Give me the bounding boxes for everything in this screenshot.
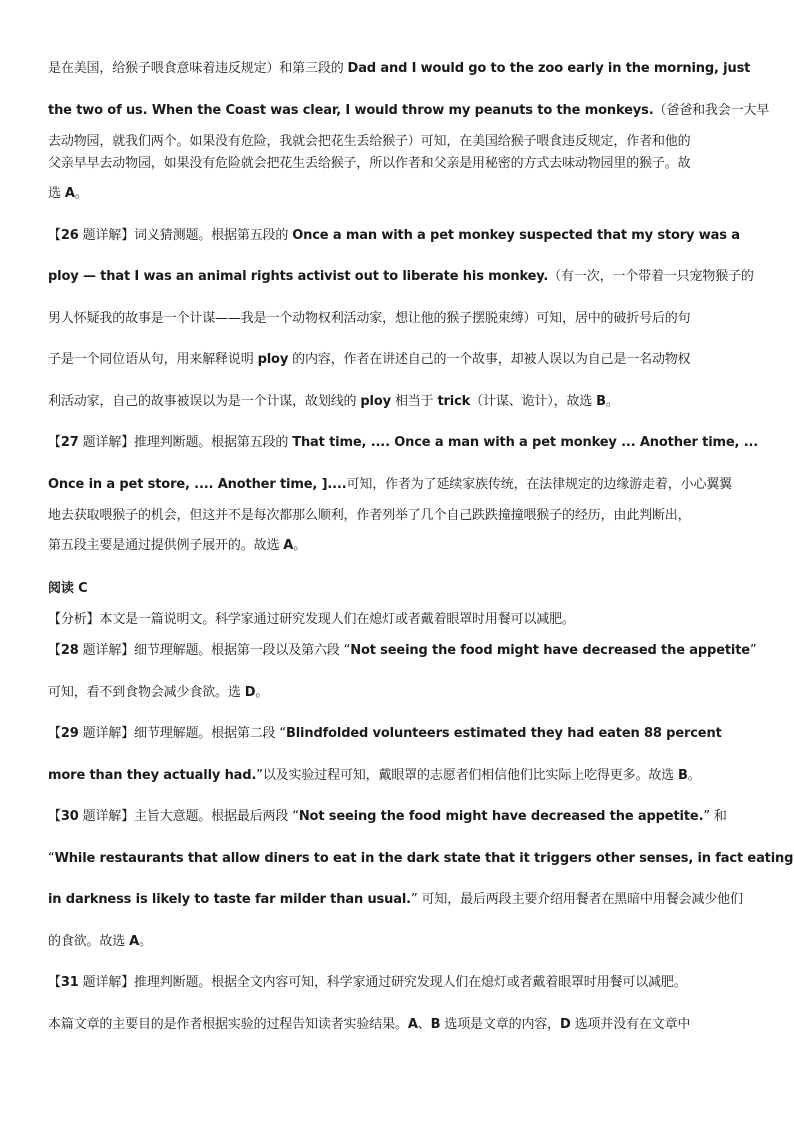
question-28-heading: 【28 题详解】细节理解题。根据第一段以及第六段 “Not seeing the food might have decreased the appetite”: [48, 643, 757, 658]
text-line: 可知，看不到食物会减少食欲。选 D。: [48, 685, 269, 700]
text-line: 的食欲。故选 A。: [48, 934, 152, 949]
text-line: ploy — that I was an animal rights activist out to liberate his monkey.（有一次，一个带着一只宠物猴子的: [48, 269, 754, 284]
text-line: 男人怀疑我的故事是一个计谋——我是一个动物权利活动家，想让他的猴子摆脱束缚）可知，居中的破折号后的句: [48, 311, 691, 326]
question-29-heading: 【29 题详解】细节理解题。根据第二段 “Blindfolded volunteers estimated they had eaten 88 percent: [48, 726, 722, 741]
text-line: 地去获取喂猴子的机会，但这并不是每次都那么顺利，作者列举了几个自己跌跌撞撞喂猴子的经历，由此判断出，: [48, 508, 691, 523]
text-line: 去动物园，就我们两个。如果没有危险，我就会把花生丢给猴子）可知，在美国给猴子喂食违反规定，作者和他的: [48, 134, 691, 149]
text-line: the two of us. When the Coast was clear, I would throw my peanuts to the monkeys.（爸爸和我会一大早: [48, 103, 770, 118]
text-line: in darkness is likely to taste far milder than usual.” 可知，最后两段主要介绍用餐者在黑暗中用餐会减少他们: [48, 892, 743, 907]
text-line: 本篇文章的主要目的是作者根据实验的过程告知读者实验结果。A、B 选项是文章的内容，D 选项并没有在文章中: [48, 1017, 691, 1032]
text-line: more than they actually had.”以及实验过程可知，戴眼罩的志愿者们相信他们比实际上吃得更多。故选 B。: [48, 768, 701, 783]
text-line: 选 A。: [48, 186, 88, 201]
text-line: 第五段主要是通过提供例子展开的。故选 A。: [48, 538, 307, 553]
text-line: 父亲早早去动物园，如果没有危险就会把花生丢给猴子，所以作者和父亲是用秘密的方式去味动物园里的猴子。故: [48, 156, 691, 171]
text-line: 利活动家，自己的故事被误以为是一个计谋，故划线的 ploy 相当于 trick（计谋、诡计），故选 B。: [48, 394, 619, 409]
text-line: “While restaurants that allow diners to eat in the dark state that it triggers other senses, in fact eating: [48, 851, 794, 866]
question-26-heading: 【26 题详解】词义猜测题。根据第五段的 Once a man with a pet monkey suspected that my story was a: [48, 228, 740, 243]
text-line: 是在美国，给猴子喂食意味着违反规定）和第三段的 Dad and I would go to the zoo early in the morning, just: [48, 61, 751, 76]
text-line: 子是一个同位语从句，用来解释说明 ploy 的内容，作者在讲述自己的一个故事，却被人误以为自己是一名动物权: [48, 352, 691, 367]
analysis-line: 【分析】本文是一篇说明文。科学家通过研究发现人们在熄灯或者戴着眼罩时用餐可以减肥。: [48, 612, 575, 627]
text-line: Once in a pet store, .... Another time, ]....可知，作者为了延续家族传统，在法律规定的边缘游走着，小心翼翼: [48, 477, 733, 492]
question-31-heading: 【31 题详解】推理判断题。根据全文内容可知，科学家通过研究发现人们在熄灯或者戴着眼罩时用餐可以减肥。: [48, 975, 687, 990]
section-heading: 阅读 C: [48, 581, 88, 596]
question-30-heading: 【30 题详解】主旨大意题。根据最后两段 “Not seeing the food might have decreased the appetite.” 和: [48, 809, 727, 824]
question-27-heading: 【27 题详解】推理判断题。根据第五段的 That time, .... Once a man with a pet monkey ... Another time, ...: [48, 435, 759, 450]
